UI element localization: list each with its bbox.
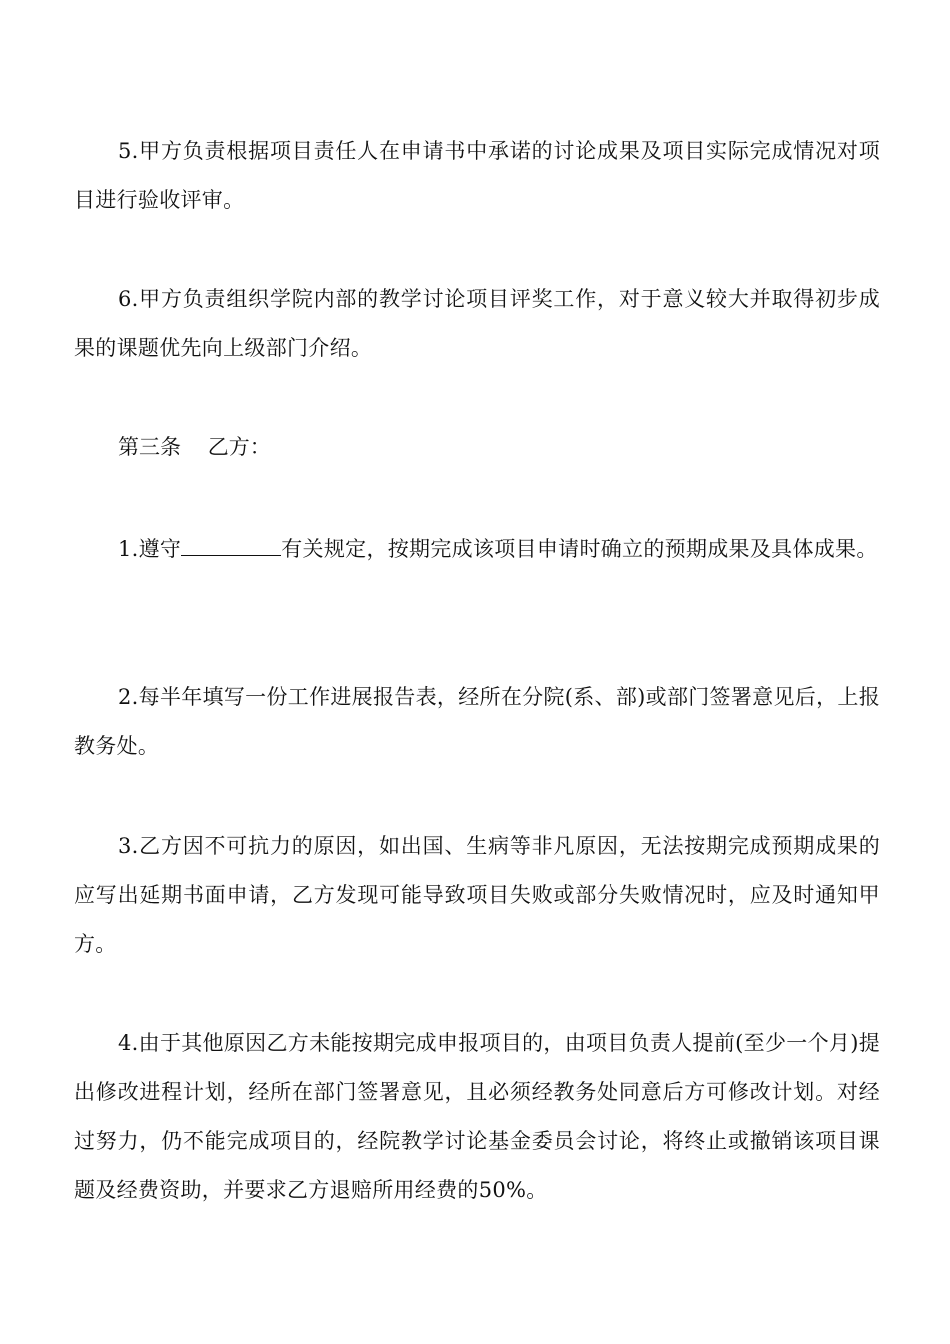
- clause-b1: [74, 525, 880, 574]
- clause-b2: 2.每半年填写一份工作进展报告表，经所在分院(系、部)或部门签署意见后，上报教务处。: [74, 685, 880, 758]
- clause-b1-end: 有关规定，按期完成该项目申请时确立的预期成果及具体成果。: [281, 537, 878, 561]
- clause-a6: 6.甲方负责组织学院内部的教学讨论项目评奖工作，对于意义较大并取得初步成果的课题优先向上级部门介绍。: [74, 287, 880, 360]
- clause-b3: 3.乙方因不可抗力的原因，如出国、生病等非凡原因，无法按期完成预期成果的应写出延期书面申请，乙方发现可能导致项目失败或部分失败情况时，应及时通知甲方。: [74, 834, 880, 956]
- clause-b4: 4.由于其他原因乙方未能按期完成申报项目的，由项目负责人提前(至少一个月)提出修改进程计划，经所在部门签署意见，且必须经教务处同意后方可修改计划。对经过努力，仍不能完成项目的，经院教学讨论基金委员会讨论，将终止或撤销该项目课题及经费资助，并要求乙方退赔所用经费的50%。: [74, 1031, 880, 1202]
- clause-a5: 5.甲方负责根据项目责任人在申请书中承诺的讨论成果及项目实际完成情况对项目进行验收评审。: [74, 139, 880, 212]
- clause-b1-start: 1.遵守: [118, 537, 182, 561]
- article-party: 乙方：: [207, 435, 271, 459]
- article-number: 第三条: [118, 435, 181, 459]
- fill-in-blank: [181, 533, 281, 556]
- article-three-heading: [74, 423, 271, 472]
